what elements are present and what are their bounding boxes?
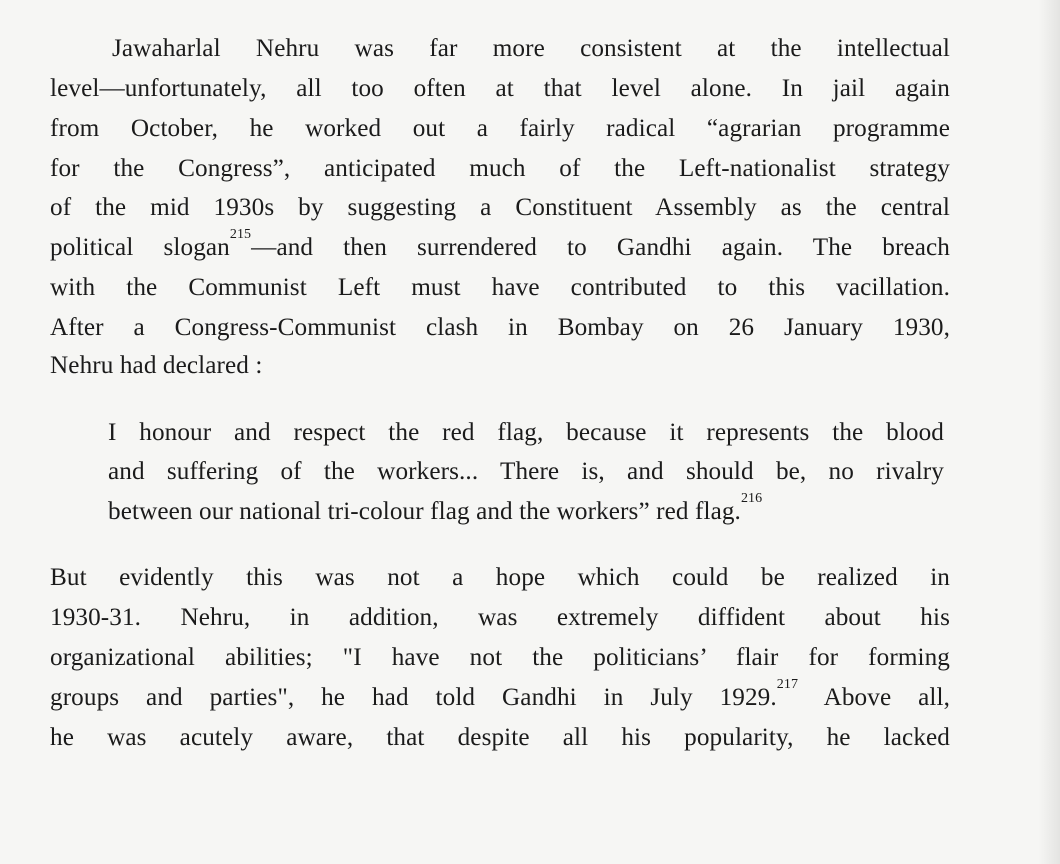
text-line: Nehru had declared : xyxy=(50,352,263,379)
quote-line-with-footnote xyxy=(108,490,944,527)
text-segment: Above all, xyxy=(798,684,950,711)
text-line: After a Congress-Communist clash in Bombay on 26 January 1930, xyxy=(50,314,950,341)
text-line: from October, he worked out a fairly radical “agrarian programme xyxy=(50,115,950,142)
footnote-marker: 216 xyxy=(740,490,763,506)
text-line: for the Congress”, anticipated much of the Left-nationalist strategy xyxy=(50,155,950,182)
text-segment: groups and parties", he had told Gandhi in July 1929. xyxy=(50,684,777,711)
footnote-marker: 217 xyxy=(776,676,799,692)
quote-line: I honour and respect the red flag, because it represents the blood xyxy=(108,419,944,446)
text-line: organizational abilities; "I have not the politicians’ flair for forming xyxy=(50,644,950,671)
text-segment: between our national tri-colour flag and the workers” red flag. xyxy=(108,498,741,525)
text-line: But evidently this was not a hope which could be realized in xyxy=(50,564,950,591)
footnote-marker: 215 xyxy=(229,226,252,242)
quote-line: and suffering of the workers... There is, and should be, no rivalry xyxy=(108,458,944,485)
text-line: Jawaharlal Nehru was far more consistent at the intellectual xyxy=(112,35,950,62)
text-line-with-footnote xyxy=(50,226,950,263)
text-line: 1930-31. Nehru, in addition, was extremely diffident about his xyxy=(50,604,950,631)
text-line: of the mid 1930s by suggesting a Constituent Assembly as the central xyxy=(50,194,950,221)
text-line-with-footnote xyxy=(50,676,950,713)
text-segment: —and then surrendered to Gandhi again. The breach xyxy=(251,234,950,261)
text-segment: political slogan xyxy=(50,234,230,261)
text-line: level—unfortunately, all too often at that level alone. In jail again xyxy=(50,75,950,102)
text-line: with the Communist Left must have contributed to this vacillation. xyxy=(50,274,950,301)
page-edge-shadow xyxy=(1038,0,1060,864)
text-line: he was acutely aware, that despite all his popularity, he lacked xyxy=(50,724,950,751)
